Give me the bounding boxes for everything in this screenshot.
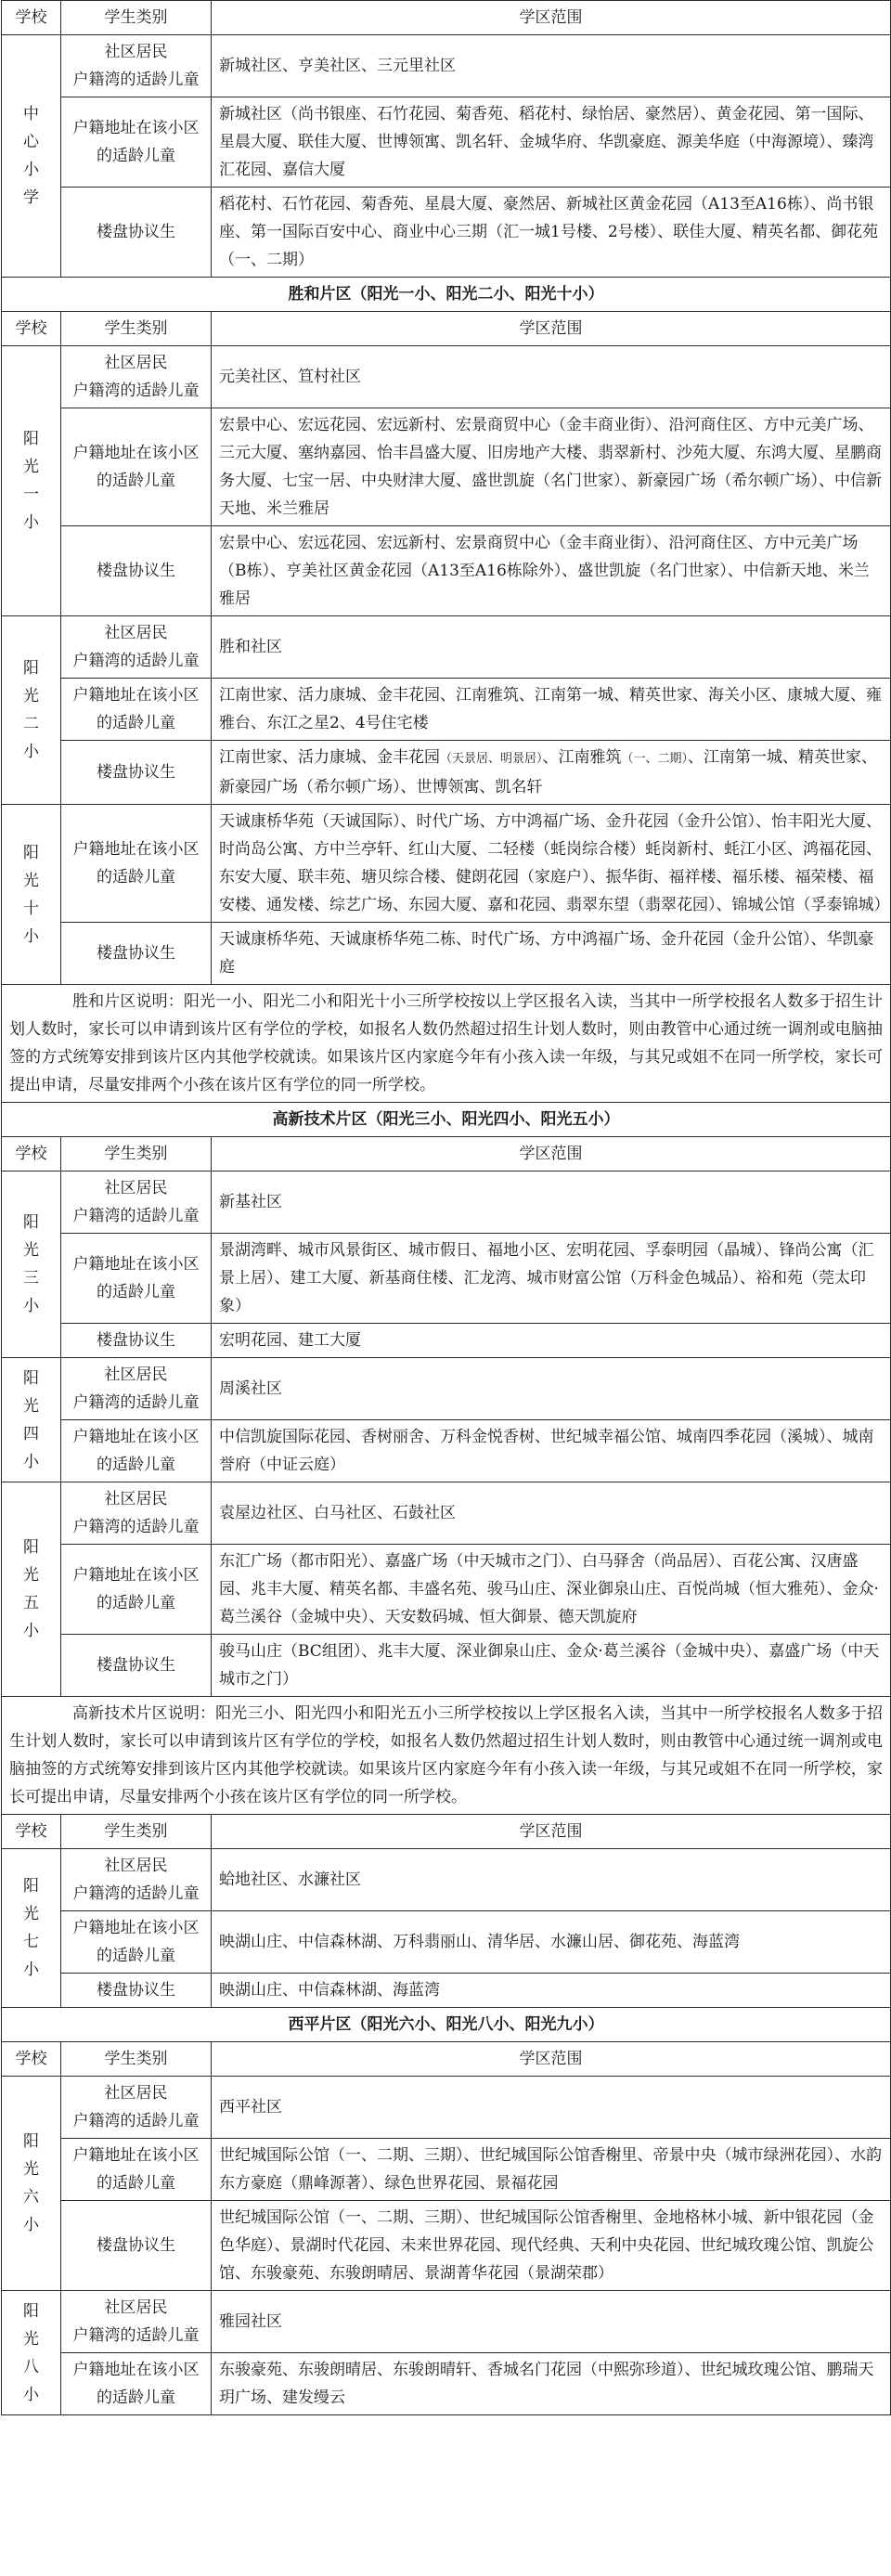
yg8-hukou-row <box>2 2353 891 2415</box>
category-community: 社区居民 户籍湾的适龄儿童 <box>61 35 212 97</box>
zone-title-row <box>2 2008 891 2042</box>
header-school: 学校 <box>2 1 61 35</box>
yg1-agreement-row <box>2 526 891 616</box>
zone-title-shenghe: 胜和片区（阳光一小、阳光二小、阳光十小） <box>2 278 891 312</box>
zone-title-row <box>2 278 891 312</box>
header-category: 学生类别 <box>61 312 212 346</box>
area-hukou: 天诚康桥华苑（天诚国际）、时代广场、方中鸿福广场、金升花园（金升公馆）、怡丰阳光大厦、时尚岛公寓、方中兰亭轩、红山大厦、二轻楼（蚝岗综合楼）蚝岗新村、蚝江小区、鸿福花园、东安大厦、联丰苑、塘贝综合楼、健朗花园（家庭户）、振华街、福祥楼、福乐楼、福荣楼、福安楼、通发楼、综艺广场、东园大厦、嘉和花园、翡翠东望（翡翠花园）、锦城公馆（孚泰锦城） <box>212 805 891 923</box>
school-yg1: 阳光一小 <box>2 346 61 616</box>
header-school: 学校 <box>2 312 61 346</box>
header-school: 学校 <box>2 1815 61 1849</box>
category-agreement: 楼盘协议生 <box>61 188 212 278</box>
header-area: 学区范围 <box>212 1 891 35</box>
header-area: 学区范围 <box>212 312 891 346</box>
category-community: 社区居民 户籍湾的适龄儿童 <box>61 2077 212 2139</box>
area-hukou: 映湖山庄、中信森林湖、万科翡丽山、清华居、水濂山居、御花苑、海蓝湾 <box>212 1911 891 1974</box>
area-hukou: 景湖湾畔、城市风景街区、城市假日、福地小区、宏明花园、孚泰明园（晶城）、锋尚公寓（汇景上居）、建工大厦、新基商住楼、汇龙湾、城市财富公馆（万科金色城品）、裕和苑（莞太印象） <box>212 1234 891 1324</box>
header-category: 学生类别 <box>61 1137 212 1171</box>
school-yg5: 阳光五小 <box>2 1482 61 1697</box>
category-community: 社区居民 户籍湾的适龄儿童 <box>61 2291 212 2353</box>
school-yg2: 阳光二小 <box>2 616 61 805</box>
area-hukou: 东骏豪苑、东骏朗晴居、东骏朗晴轩、香城名门花园（中熙弥珍道）、世纪城玫瑰公馆、鹏瑞天玥广场、建发缦云 <box>212 2353 891 2415</box>
area-agreement: 宏景中心、宏远花园、宏远新村、宏景商贸中心（金丰商业街）、沿河商住区、方中元美广场（B栋）、亨美社区黄金花园（A13至A16栋除外）、盛世凯旋（名门世家）、中信新天地、米兰雅居 <box>212 526 891 616</box>
area-hukou: 中信凯旋国际花园、香树丽舍、万科金悦香树、世纪城幸福公馆、城南四季花园（溪城）、城南誉府（中证云庭） <box>212 1420 891 1482</box>
yg5-community-row <box>2 1482 891 1545</box>
yg6-agreement-row <box>2 2201 891 2291</box>
category-community: 社区居民 户籍湾的适龄儿童 <box>61 616 212 679</box>
school-yg8: 阳光八小 <box>2 2291 61 2415</box>
category-hukou: 户籍地址在该小区的适龄儿童 <box>61 805 212 923</box>
school-yg7: 阳光七小 <box>2 1849 61 2008</box>
area-hukou: 世纪城国际公馆（一、二期、三期）、世纪城国际公馆香榭里、帝景中央（城市绿洲花园）、水韵东方豪庭（鼎峰源著）、绿色世界花园、景福花园 <box>212 2139 891 2201</box>
yg2-agreement-row <box>2 741 891 805</box>
category-community: 社区居民 户籍湾的适龄儿童 <box>61 1849 212 1911</box>
header-school: 学校 <box>2 1137 61 1171</box>
school-zhongxin: 中心小学 <box>2 35 61 278</box>
area-agreement: 宏明花园、建工大厦 <box>212 1324 891 1358</box>
yg4-community-row <box>2 1358 891 1420</box>
category-agreement: 楼盘协议生 <box>61 923 212 985</box>
area-agreement: 稻花村、石竹花园、菊香苑、星晨大厦、豪然居、新城社区黄金花园（A13至A16栋）、尚书银座、第一国际百安中心、商业中心三期（汇一城1号楼、2号楼）、联佳大厦、精英名都、御花苑（一、二期） <box>212 188 891 278</box>
area-community: 雅园社区 <box>212 2291 891 2353</box>
header-row <box>2 1815 891 1849</box>
header-area: 学区范围 <box>212 1815 891 1849</box>
area-community: 西平社区 <box>212 2077 891 2139</box>
yg6-community-row <box>2 2077 891 2139</box>
yg10-agreement-row <box>2 923 891 985</box>
category-agreement: 楼盘协议生 <box>61 1635 212 1697</box>
category-hukou: 户籍地址在该小区的适龄儿童 <box>61 1545 212 1635</box>
area-community: 胜和社区 <box>212 616 891 679</box>
school-yg10: 阳光十小 <box>2 805 61 985</box>
yg1-hukou-row <box>2 408 891 526</box>
zhongxin-agreement-row <box>2 188 891 278</box>
area-agreement: 江南世家、活力康城、金丰花园（天景居、明景居）、江南雅筑（一、二期）、江南第一城、精英世家、新豪园广场（希尔顿广场）、世博领寓、凯名轩 <box>212 741 891 805</box>
header-category: 学生类别 <box>61 1 212 35</box>
category-community: 社区居民 户籍湾的适龄儿童 <box>61 1358 212 1420</box>
category-agreement: 楼盘协议生 <box>61 526 212 616</box>
area-community: 周溪社区 <box>212 1358 891 1420</box>
yg3-hukou-row <box>2 1234 891 1324</box>
area-community: 袁屋边社区、白马社区、石鼓社区 <box>212 1482 891 1545</box>
zone-note-shenghe: 胜和片区说明：阳光一小、阳光二小和阳光十小三所学校按以上学区报名入读，当其中一所学校报名人数多于招生计划人数时，家长可以申请到该片区有学位的学校，如报名人数仍然超过招生计划人数时，则由教管中心通过统一调剂或电脑抽签的方式统筹安排到该片区内其他学校就读。如果该片区内家庭今年有小孩入读一年级，与其兄或姐不在同一所学校，家长可提出申请，尽量安排两个小孩在该片区有学位的同一所学校。 <box>2 985 891 1103</box>
area-hukou: 新城社区（尚书银座、石竹花园、菊香苑、稻花村、绿怡居、豪然居）、黄金花园、第一国际、星晨大厦、联佳大厦、世博领寓、凯名轩、金城华府、华凯豪庭、源美华庭（中海源境）、臻湾汇花园、嘉信大厦 <box>212 97 891 188</box>
category-agreement: 楼盘协议生 <box>61 1324 212 1358</box>
category-hukou: 户籍地址在该小区的适龄儿童 <box>61 408 212 526</box>
header-category: 学生类别 <box>61 1815 212 1849</box>
category-hukou: 户籍地址在该小区的适龄儿童 <box>61 2353 212 2415</box>
note-row <box>2 1697 891 1815</box>
category-hukou: 户籍地址在该小区的适龄儿童 <box>61 1911 212 1974</box>
area-agreement: 世纪城国际公馆（一、二期、三期）、世纪城国际公馆香榭里、金地格林小城、新中银花园（金色华庭）、景湖时代花园、未来世界花园、现代经典、天利中央花园、世纪城玫瑰公馆、凯旋公馆、东骏豪苑、东骏朗晴居、景湖菁华花园（景湖荣郡） <box>212 2201 891 2291</box>
yg3-community-row <box>2 1171 891 1234</box>
area-community: 蛤地社区、水濂社区 <box>212 1849 891 1911</box>
school-district-table <box>1 0 891 2415</box>
yg7-hukou-row <box>2 1911 891 1974</box>
category-agreement: 楼盘协议生 <box>61 2201 212 2291</box>
header-row <box>2 1137 891 1171</box>
area-agreement: 映湖山庄、中信森林湖、海蓝湾 <box>212 1974 891 2008</box>
area-hukou: 宏景中心、宏远花园、宏远新村、宏景商贸中心（金丰商业街）、沿河商住区、方中元美广场、三元大厦、塞纳嘉园、怡丰昌盛大厦、旧房地产大楼、翡翠新村、沙苑大厦、东鸿大厦、星鹏商务大厦、七宝一居、中央财津大厦、盛世凯旋（名门世家）、新豪园广场（希尔顿广场）、中信新天地、米兰雅居 <box>212 408 891 526</box>
area-agreement: 天诚康桥华苑、天诚康桥华苑二栋、时代广场、方中鸿福广场、金升花园（金升公馆）、华凯豪庭 <box>212 923 891 985</box>
category-community: 社区居民 户籍湾的适龄儿童 <box>61 346 212 408</box>
category-hukou: 户籍地址在该小区的适龄儿童 <box>61 2139 212 2201</box>
zhongxin-hukou-row <box>2 97 891 188</box>
zone-title-xiping: 西平片区（阳光六小、阳光八小、阳光九小） <box>2 2008 891 2042</box>
header-area: 学区范围 <box>212 1137 891 1171</box>
zhongxin-community-row <box>2 35 891 97</box>
header-area: 学区范围 <box>212 2042 891 2077</box>
category-hukou: 户籍地址在该小区的适龄儿童 <box>61 679 212 741</box>
category-hukou: 户籍地址在该小区的适龄儿童 <box>61 97 212 188</box>
area-hukou: 江南世家、活力康城、金丰花园、江南雅筑、江南第一城、精英世家、海关小区、康城大厦、雍雅台、东江之星2、4号住宅楼 <box>212 679 891 741</box>
note-row <box>2 985 891 1103</box>
yg7-community-row <box>2 1849 891 1911</box>
school-yg3: 阳光三小 <box>2 1171 61 1358</box>
yg6-hukou-row <box>2 2139 891 2201</box>
category-community: 社区居民 户籍湾的适龄儿童 <box>61 1171 212 1234</box>
zone-title-gaoxin: 高新技术片区（阳光三小、阳光四小、阳光五小） <box>2 1103 891 1137</box>
yg10-hukou-row <box>2 805 891 923</box>
header-school: 学校 <box>2 2042 61 2077</box>
area-community: 新基社区 <box>212 1171 891 1234</box>
yg3-agreement-row <box>2 1324 891 1358</box>
yg5-hukou-row <box>2 1545 891 1635</box>
header-row <box>2 312 891 346</box>
yg8-community-row <box>2 2291 891 2353</box>
zone-note-gaoxin: 高新技术片区说明：阳光三小、阳光四小和阳光五小三所学校按以上学区报名入读，当其中一所学校报名人数多于招生计划人数时，家长可以申请到该片区有学位的学校，如报名人数仍然超过招生计划人数时，则由教管中心通过统一调剂或电脑抽签的方式统筹安排到该片区内其他学校就读。如果该片区内家庭今年有小孩入读一年级，与其兄或姐不在同一所学校，家长可提出申请，尽量安排两个小孩在该片区有学位的同一所学校。 <box>2 1697 891 1815</box>
yg5-agreement-row <box>2 1635 891 1697</box>
yg7-agreement-row <box>2 1974 891 2008</box>
school-yg6: 阳光六小 <box>2 2077 61 2291</box>
yg2-community-row <box>2 616 891 679</box>
area-hukou: 东汇广场（都市阳光）、嘉盛广场（中天城市之门）、白马驿舍（尚品居）、百花公寓、汉唐盛园、兆丰大厦、精英名都、丰盛名苑、骏马山庄、深业御泉山庄、百悦尚城（恒大雅苑）、金众·葛兰溪谷（金城中央）、天安数码城、恒大御景、德天凯旋府 <box>212 1545 891 1635</box>
category-hukou: 户籍地址在该小区的适龄儿童 <box>61 1234 212 1324</box>
category-community: 社区居民 户籍湾的适龄儿童 <box>61 1482 212 1545</box>
area-agreement: 骏马山庄（BC组团）、兆丰大厦、深业御泉山庄、金众·葛兰溪谷（金城中央）、嘉盛广场（中天城市之门） <box>212 1635 891 1697</box>
category-agreement: 楼盘协议生 <box>61 1974 212 2008</box>
yg2-hukou-row <box>2 679 891 741</box>
area-community: 元美社区、笪村社区 <box>212 346 891 408</box>
zone-title-row <box>2 1103 891 1137</box>
header-row <box>2 1 891 35</box>
yg1-community-row <box>2 346 891 408</box>
category-hukou: 户籍地址在该小区的适龄儿童 <box>61 1420 212 1482</box>
category-agreement: 楼盘协议生 <box>61 741 212 805</box>
yg4-hukou-row <box>2 1420 891 1482</box>
area-community: 新城社区、亨美社区、三元里社区 <box>212 35 891 97</box>
header-category: 学生类别 <box>61 2042 212 2077</box>
school-yg4: 阳光四小 <box>2 1358 61 1482</box>
header-row <box>2 2042 891 2077</box>
